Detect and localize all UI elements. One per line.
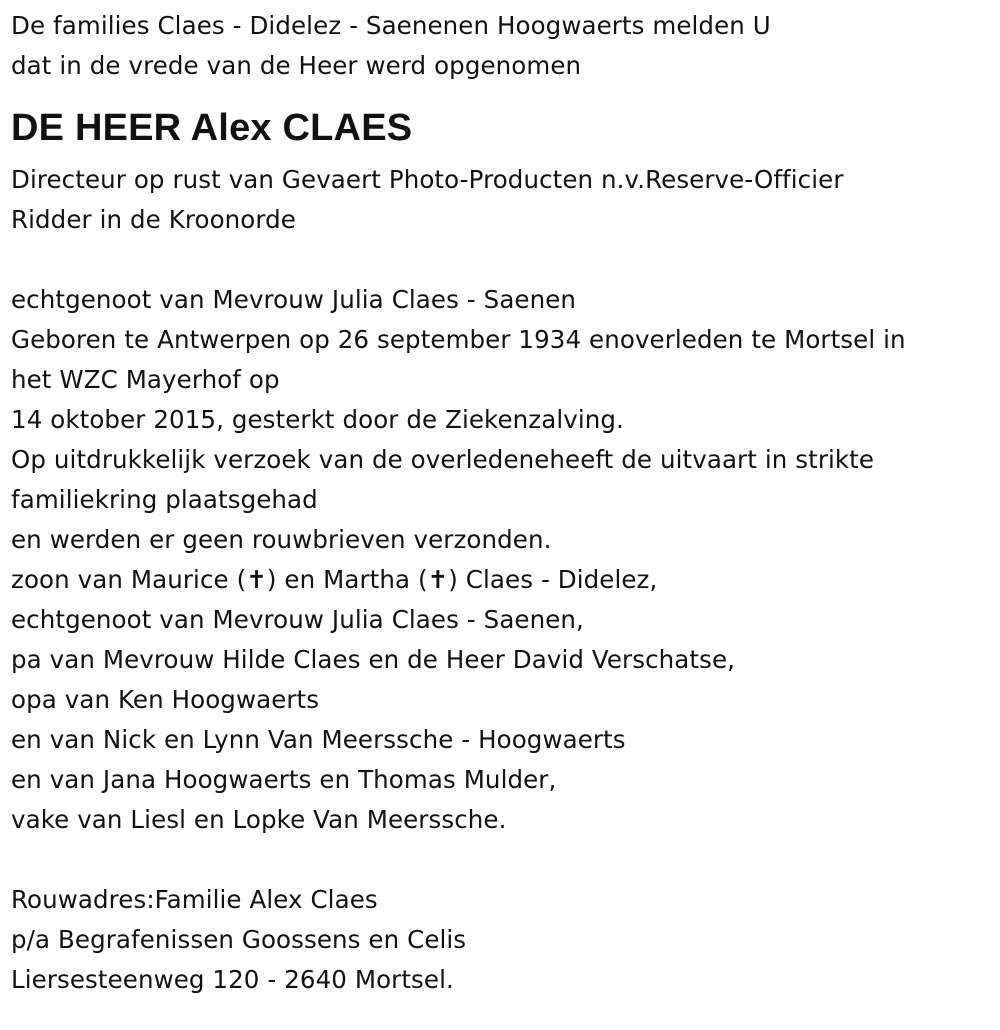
obituary-notice [11,6,991,1000]
deceased-name: DE HEER Alex CLAES [11,107,413,149]
body-line-born: Geboren te Antwerpen op 26 september 1934 enoverleden te Mortsel in [11,325,906,354]
intro-line-2: dat in de vrede van de Heer werd opgenomen [11,51,582,80]
body-line-date: 14 oktober 2015, gesterkt door de Ziekenzalving. [11,405,624,434]
address-line-3: Liersesteenweg 120 - 2640 Mortsel. [11,965,454,994]
body-line-grandfather-of: opa van Ken Hoogwaerts [11,685,320,714]
body-line-grandchildren-2: en van Jana Hoogwaerts en Thomas Mulder, [11,765,557,794]
body-line-grandchildren-1: en van Nick en Lynn Van Meerssche - Hoogwaerts [11,725,626,754]
spacer [11,840,991,880]
body-line-request: Op uitdrukkelijk verzoek van de overledeneheeft de uitvaart in strikte [11,445,875,474]
body-line-son-of: zoon van Maurice (✝) en Martha (✝) Claes - Didelez, [11,565,658,594]
spacer [11,240,991,280]
body-line-husband-of: echtgenoot van Mevrouw Julia Claes - Saenen, [11,605,584,634]
body-line-father-of: pa van Mevrouw Hilde Claes en de Heer David Verschatse, [11,645,736,674]
address-line-1: Rouwadres:Familie Alex Claes [11,885,378,914]
body-line-spouse: echtgenoot van Mevrouw Julia Claes - Saenen [11,285,577,314]
intro-line-1: De families Claes - Didelez - Saenenen Hoogwaerts melden U [11,11,771,40]
body-line-no-letters: en werden er geen rouwbrieven verzonden. [11,525,552,554]
body-line-family-circle: familiekring plaatsgehad [11,485,318,514]
body-line-great-grandchildren: vake van Liesl en Lopke Van Meerssche. [11,805,507,834]
address-line-2: p/a Begrafenissen Goossens en Celis [11,925,467,954]
deceased-title-line-1: Directeur op rust van Gevaert Photo-Producten n.v.Reserve-Officier [11,165,844,194]
deceased-title-line-2: Ridder in de Kroonorde [11,205,296,234]
body-line-place: het WZC Mayerhof op [11,365,280,394]
